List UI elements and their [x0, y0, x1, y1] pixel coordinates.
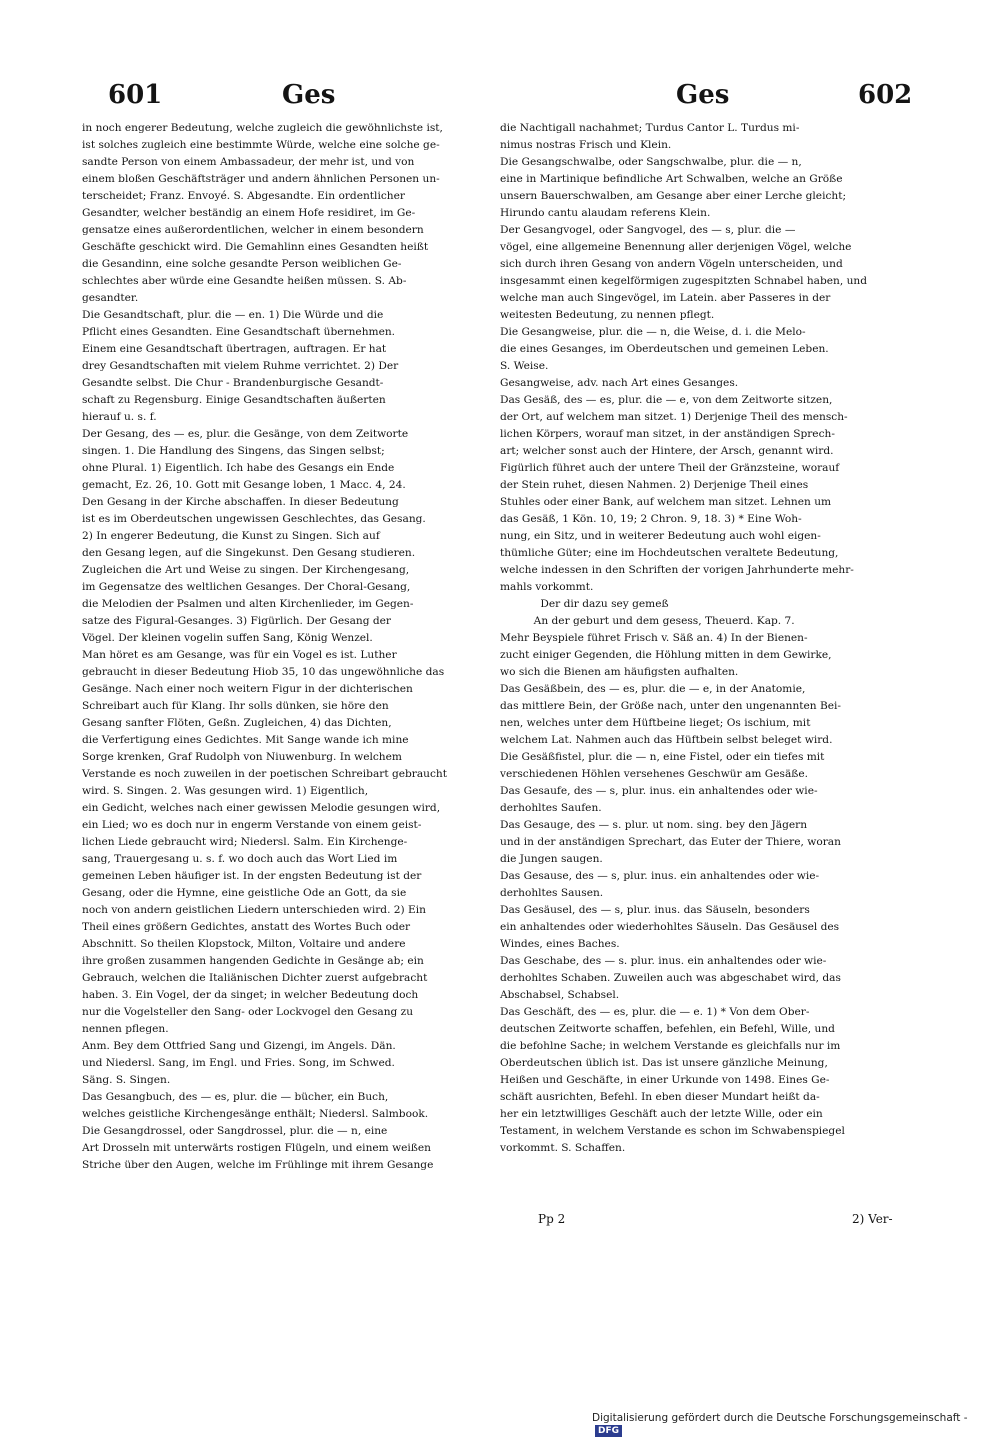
text-line: Windes, eines Baches.: [500, 938, 620, 950]
text-line: derhohltes Sausen.: [500, 887, 604, 899]
text-line: Anm. Bey dem Ottfried Sang und Gizengi, im Angels. Dän.: [82, 1040, 396, 1052]
text-line: nennen pflegen.: [82, 1023, 169, 1035]
text-line: Säng. S. Singen.: [82, 1074, 171, 1086]
text-line: Testament, in welchem Verstande es schon im Schwabenspiegel: [500, 1125, 845, 1137]
text-line: derhohltes Saufen.: [500, 802, 602, 814]
text-line: Die Gesäßfistel, plur. die — n, eine Fistel, oder ein tiefes mit: [500, 751, 825, 763]
text-line: weitesten Bedeutung, zu nennen pflegt.: [500, 309, 715, 321]
text-line: Der dir dazu sey gemeß: [500, 598, 669, 610]
text-line: ein Lied; wo es doch nur in engerm Verstande von einem geist-: [82, 819, 422, 831]
text-line: hierauf u. s. f.: [82, 411, 157, 423]
text-line: Pflicht eines Gesandten. Eine Gesandtschaft übernehmen.: [82, 326, 396, 338]
left-column: [82, 120, 494, 1174]
text-line: Vögel. Der kleinen vogelin suffen Sang, König Wenzel.: [82, 632, 373, 644]
text-line: mahls vorkommt.: [500, 581, 594, 593]
text-line: insgesammt einen kegelförmigen zugespitzten Schnabel haben, und: [500, 275, 868, 287]
text-line: Gesandte selbst. Die Chur - Brandenburgische Gesandt-: [82, 377, 384, 389]
text-line: ist solches zugleich eine bestimmte Würde, welche eine solche ge-: [82, 139, 440, 151]
catchword: 2) Ver-: [852, 1212, 893, 1226]
text-line: Das Gesauge, des — s. plur. ut nom. sing. bey den Jägern: [500, 819, 808, 831]
dfg-logo: DFG: [595, 1425, 622, 1437]
text-line: den Gesang legen, auf die Singekunst. Den Gesang studieren.: [82, 547, 416, 559]
text-line: sang, Trauergesang u. s. f. wo doch auch das Wort Lied im: [82, 853, 398, 865]
text-line: die Verfertigung eines Gedichtes. Mit Sange wande ich mine: [82, 734, 409, 746]
text-line: das Gesäß, 1 Kön. 10, 19; 2 Chron. 9, 18. 3) * Eine Woh-: [500, 513, 802, 525]
text-line: in noch engerer Bedeutung, welche zugleich die gewöhnlichste ist,: [82, 122, 443, 134]
text-line: schäft ausrichten, Befehl. In eben dieser Mundart heißt da-: [500, 1091, 820, 1103]
text-line: schlechtes aber würde eine Gesandte heißen müssen. S. Ab-: [82, 275, 407, 287]
text-line: gesandter.: [82, 292, 139, 304]
text-line: singen. 1. Die Handlung des Singens, das Singen selbst;: [82, 445, 385, 457]
text-line: die Jungen saugen.: [500, 853, 603, 865]
text-line: welche indessen in den Schriften der vorigen Jahrhunderte mehr-: [500, 564, 854, 576]
text-line: Das Gesangbuch, des — es, plur. die — bücher, ein Buch,: [82, 1091, 389, 1103]
text-line: Hirundo cantu alaudam referens Klein.: [500, 207, 711, 219]
text-line: Die Gesandtschaft, plur. die — en. 1) Die Würde und die: [82, 309, 384, 321]
text-line: her ein letztwilliges Geschäft auch der letzte Wille, oder ein: [500, 1108, 823, 1120]
text-line: An der geburt und dem gesess, Theuerd. Kap. 7.: [500, 615, 795, 627]
text-line: ein anhaltendes oder wiederhohltes Säuseln. Das Gesäusel des: [500, 921, 840, 933]
text-line: das mittlere Bein, der Größe nach, unter den ungenannten Bei-: [500, 700, 842, 712]
text-line: Das Geschäft, des — es, plur. die — e. 1) * Von dem Ober-: [500, 1006, 810, 1018]
text-line: unsern Bauerschwalben, am Gesange aber einer Lerche gleicht;: [500, 190, 847, 202]
text-line: satze des Figural-Gesanges. 3) Figürlich. Der Gesang der: [82, 615, 391, 627]
text-line: der Stein ruhet, diesen Nahmen. 2) Derjenige Theil eines: [500, 479, 809, 491]
text-line: welchem Lat. Nahmen auch das Hüftbein selbst beleget wird.: [500, 734, 833, 746]
text-line: zucht einiger Gegenden, die Höhlung mitten in dem Gewirke,: [500, 649, 832, 661]
banner-text: Digitalisierung gefördert durch die Deutsche Forschungsgemeinschaft -: [592, 1412, 968, 1424]
text-line: art; welcher sonst auch der Hintere, der Arsch, genannt wird.: [500, 445, 834, 457]
text-line: einem bloßen Geschäftsträger und andern ähnlichen Personen un-: [82, 173, 440, 185]
text-line: im Gegensatze des weltlichen Gesanges. Der Choral-Gesang,: [82, 581, 411, 593]
text-line: nimus nostras Frisch und Klein.: [500, 139, 672, 151]
left-running-head: Ges: [282, 80, 336, 110]
text-line: gensatze eines außerordentlichen, welcher in einem besondern: [82, 224, 424, 236]
text-line: Heißen und Geschäfte, in einer Urkunde von 1498. Eines Ge-: [500, 1074, 830, 1086]
text-line: Der Gesang, des — es, plur. die Gesänge, von dem Zeitworte: [82, 428, 409, 440]
text-line: derhohltes Schaben. Zuweilen auch was abgeschabet wird, das: [500, 972, 841, 984]
text-line: Schreibart auch für Klang. Ihr solls dünken, sie höre den: [82, 700, 389, 712]
text-line: die Gesandinn, eine solche gesandte Person weiblichen Ge-: [82, 258, 402, 270]
text-line: Geschäfte geschickt wird. Die Gemahlinn eines Gesandten heißt: [82, 241, 429, 253]
text-line: Der Gesangvogel, oder Sangvogel, des — s, plur. die —: [500, 224, 796, 236]
text-line: eine in Martinique befindliche Art Schwalben, welche an Größe: [500, 173, 843, 185]
text-line: Die Gesangdrossel, oder Sangdrossel, plur. die — n, eine: [82, 1125, 388, 1137]
text-line: Das Gesäßbein, des — es, plur. die — e, in der Anatomie,: [500, 683, 806, 695]
text-line: Stuhles oder einer Bank, auf welchem man sitzet. Lehnen um: [500, 496, 832, 508]
text-line: Verstande es noch zuweilen in der poetischen Schreibart gebraucht: [82, 768, 447, 780]
text-line: Theil eines größern Gedichtes, anstatt des Wortes Buch oder: [82, 921, 411, 933]
text-line: verschiedenen Höhlen versehenes Geschwür am Gesäße.: [500, 768, 808, 780]
text-line: vögel, eine allgemeine Benennung aller derjenigen Vögel, welche: [500, 241, 852, 253]
text-line: lichen Liede gebraucht wird; Niedersl. Salm. Ein Kirchenge-: [82, 836, 408, 848]
text-line: wird. S. Singen. 2. Was gesungen wird. 1) Eigentlich,: [82, 785, 369, 797]
text-line: Man höret es am Gesange, was für ein Vogel es ist. Luther: [82, 649, 397, 661]
text-line: Das Geschabe, des — s. plur. inus. ein anhaltendes oder wie-: [500, 955, 827, 967]
text-line: die Melodien der Psalmen und alten Kirchenlieder, im Gegen-: [82, 598, 414, 610]
text-line: Gesangweise, adv. nach Art eines Gesanges.: [500, 377, 739, 389]
text-line: Das Gesäusel, des — s, plur. inus. das Säuseln, besonders: [500, 904, 810, 916]
text-line: ohne Plural. 1) Eigentlich. Ich habe des Gesangs ein Ende: [82, 462, 395, 474]
text-line: Die Gesangschwalbe, oder Sangschwalbe, plur. die — n,: [500, 156, 802, 168]
text-line: gebraucht in dieser Bedeutung Hiob 35, 10 das ungewöhnliche das: [82, 666, 445, 678]
text-line: lichen Körpers, worauf man sitzet, in der anständigen Sprech-: [500, 428, 835, 440]
text-line: Gesandter, welcher beständig an einem Hofe residiret, im Ge-: [82, 207, 416, 219]
text-line: thümliche Güter; eine im Hochdeutschen veraltete Bedeutung,: [500, 547, 839, 559]
text-line: haben. 3. Ein Vogel, der da singet; in welcher Bedeutung doch: [82, 989, 419, 1001]
text-line: Das Gesaufe, des — s, plur. inus. ein anhaltendes oder wie-: [500, 785, 818, 797]
text-line: Sorge krenken, Graf Rudolph von Niuwenburg. In welchem: [82, 751, 402, 763]
signature-mark: Pp 2: [538, 1212, 566, 1226]
text-line: Gesang, oder die Hymne, eine geistliche Ode an Gott, da sie: [82, 887, 407, 899]
text-line: gemacht, Ez. 26, 10. Gott mit Gesange loben, 1 Macc. 4, 24.: [82, 479, 406, 491]
text-line: Figürlich führet auch der untere Theil der Gränzsteine, worauf: [500, 462, 840, 474]
text-line: gemeinen Leben häufiger ist. In der engsten Bedeutung ist der: [82, 870, 422, 882]
text-line: sich durch ihren Gesang von andern Vögeln unterscheiden, und: [500, 258, 843, 270]
text-line: ein Gedicht, welches nach einer gewissen Melodie gesungen wird,: [82, 802, 441, 814]
right-page-number: 602: [858, 80, 913, 110]
right-column: [500, 120, 912, 1157]
text-line: Abschabsel, Schabsel.: [500, 989, 620, 1001]
text-line: deutschen Zeitworte schaffen, befehlen, ein Befehl, Wille, und: [500, 1023, 835, 1035]
text-line: nen, welches unter dem Hüftbeine lieget; Os ischium, mit: [500, 717, 811, 729]
left-page-number: 601: [108, 80, 163, 110]
text-line: Abschnitt. So theilen Klopstock, Milton, Voltaire und andere: [82, 938, 406, 950]
text-line: welches geistliche Kirchengesänge enthält; Niedersl. Salmbook.: [82, 1108, 429, 1120]
right-running-head: Ges: [676, 80, 730, 110]
text-line: die befohlne Sache; in welchem Verstande es gleichfalls nur im: [500, 1040, 841, 1052]
text-line: Einem eine Gesandtschaft übertragen, auftragen. Er hat: [82, 343, 387, 355]
text-line: Das Gesäß, des — es, plur. die — e, von dem Zeitworte sitzen,: [500, 394, 833, 406]
text-line: der Ort, auf welchem man sitzet. 1) Derjenige Theil des mensch-: [500, 411, 848, 423]
text-line: vorkommt. S. Schaffen.: [500, 1142, 626, 1154]
text-line: S. Weise.: [500, 360, 549, 372]
text-line: welche man auch Singevögel, im Latein. aber Passeres in der: [500, 292, 831, 304]
text-line: Striche über den Augen, welche im Frühlinge mit ihrem Gesange: [82, 1159, 434, 1171]
text-line: nung, ein Sitz, und in weiterer Bedeutung auch wohl eigen-: [500, 530, 821, 542]
text-line: ist es im Oberdeutschen ungewissen Geschlechtes, das Gesang.: [82, 513, 426, 525]
text-line: die Nachtigall nachahmet; Turdus Cantor L. Turdus mi-: [500, 122, 800, 134]
text-line: die eines Gesanges, im Oberdeutschen und gemeinen Leben.: [500, 343, 829, 355]
text-line: Gesänge. Nach einer noch weitern Figur in der dichterischen: [82, 683, 413, 695]
text-line: Mehr Beyspiele führet Frisch v. Säß an. 4) In der Bienen-: [500, 632, 808, 644]
text-line: Gesang sanfter Flöten, Geßn. Zugleichen, 4) das Dichten,: [82, 717, 392, 729]
text-line: Art Drosseln mit unterwärts rostigen Flügeln, und einem weißen: [82, 1142, 431, 1154]
text-line: Das Gesause, des — s, plur. inus. ein anhaltendes oder wie-: [500, 870, 820, 882]
text-line: 2) In engerer Bedeutung, die Kunst zu Singen. Sich auf: [82, 530, 380, 542]
text-line: drey Gesandtschaften mit vielem Ruhme verrichtet. 2) Der: [82, 360, 399, 372]
text-line: sandte Person von einem Ambassadeur, der mehr ist, und von: [82, 156, 415, 168]
text-line: und Niedersl. Sang, im Engl. und Fries. Song, im Schwed.: [82, 1057, 395, 1069]
text-line: Zugleichen die Art und Weise zu singen. Der Kirchengesang,: [82, 564, 410, 576]
text-line: und in der anständigen Sprechart, das Euter der Thiere, woran: [500, 836, 841, 848]
funding-banner: [592, 1412, 1000, 1437]
text-line: schaft zu Regensburg. Einige Gesandtschaften äußerten: [82, 394, 386, 406]
text-line: nur die Vogelsteller den Sang- oder Lockvogel den Gesang zu: [82, 1006, 414, 1018]
text-line: ihre großen zusammen hangenden Gedichte in Gesänge ab; ein: [82, 955, 424, 967]
text-line: terscheidet; Franz. Envoyé. S. Abgesandte. Ein ordentlicher: [82, 190, 405, 202]
text-line: Oberdeutschen üblich ist. Das ist unsere gänzliche Meinung,: [500, 1057, 828, 1069]
text-line: Den Gesang in der Kirche abschaffen. In dieser Bedeutung: [82, 496, 399, 508]
text-line: Gebrauch, welchen die Italiänischen Dichter zuerst aufgebracht: [82, 972, 428, 984]
text-line: noch von andern geistlichen Liedern unterschieden wird. 2) Ein: [82, 904, 426, 916]
text-line: wo sich die Bienen am häufigsten aufhalten.: [500, 666, 739, 678]
text-line: Die Gesangweise, plur. die — n, die Weise, d. i. die Melo-: [500, 326, 806, 338]
